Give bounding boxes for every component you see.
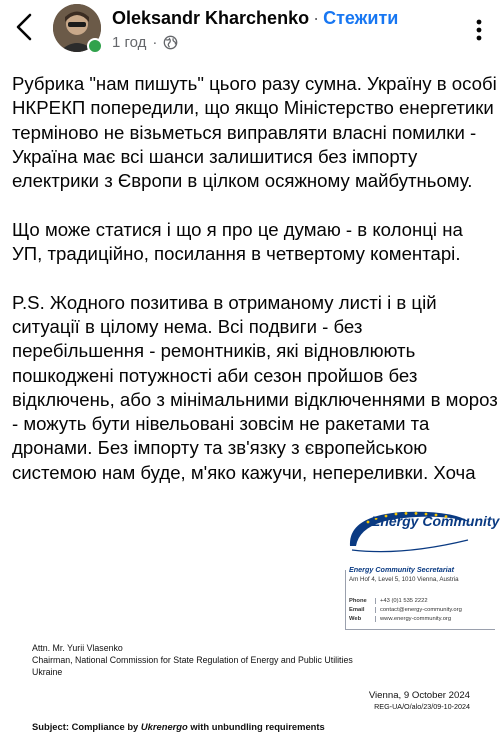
post-paragraph-1: Рубрика "нам пишуть" цього разу сумна. Україну в особі НКРЕКП попередили, що якщо Міністерство енергетики терміново не візьметься виправляти власні помилки - Україна має всі шанси залишитися без імпорту електрики з Європи в цілком осяжному майбутньому. <box>12 73 497 192</box>
letter-reference: REG-UA/O/alo/23/09-10-2024 <box>374 702 470 711</box>
contact-label: Email <box>349 607 365 613</box>
chevron-left-icon <box>12 12 38 42</box>
subject-prefix: Subject: Compliance by <box>32 721 141 732</box>
letter-subject <box>32 721 325 732</box>
post-paragraph-2: Що може статися і що я про це думаю - в колонці на УП, традиційно, посилання в четвертому коментарі. <box>12 218 463 265</box>
secretariat-address: Am Hof 4, Level 5, 1010 Vienna, Austria <box>349 576 459 583</box>
contact-value: contact@energy-community.org <box>375 607 462 613</box>
more-options-button[interactable] <box>465 16 493 44</box>
name-separator: · <box>313 8 320 28</box>
post-body <box>12 72 498 534</box>
author-line <box>112 8 398 29</box>
contact-row-email <box>349 607 462 613</box>
post-header <box>0 0 503 62</box>
attached-letter-image[interactable] <box>0 486 503 744</box>
recipient-country: Ukraine <box>32 667 63 677</box>
online-status-dot <box>87 38 103 54</box>
author-name[interactable]: Oleksandr Kharchenko <box>112 8 310 28</box>
subject-entity: Ukrenergo <box>140 721 188 732</box>
follow-button[interactable]: Стежити <box>323 8 399 28</box>
post-time[interactable]: 1 год <box>112 34 147 51</box>
subject-suffix: with unbundling requirements <box>187 721 325 732</box>
meta-separator: · <box>152 34 158 51</box>
contact-row-phone <box>349 598 428 604</box>
recipient-title: Chairman, National Commission for State Regulation of Energy and Public Utilities <box>32 655 353 665</box>
contact-value: +43 (0)1 535 2222 <box>375 598 428 604</box>
author-avatar[interactable] <box>53 4 101 52</box>
contact-label: Phone <box>349 598 367 604</box>
post-paragraph-3: P.S. Жодного позитива в отриманому листі і в цій ситуації в цілому нема. Всі подвиги - без перебільшення - ремонтників, які відновлюють пошкоджені потужності аби сезон пройшов без відключень, або з мінімальними відключеннями в мороз - можуть бути нівельовані зовсім не ракетами та дронами. Без імпорту та зв'язку з європейською системою нам буде, м'яко кажучи, непереливки. Хоча <box>12 291 498 483</box>
contact-label: Web <box>349 616 362 622</box>
contact-value: www.energy-community.org <box>375 616 451 622</box>
secretariat-title: Energy Community Secretariat <box>349 565 455 574</box>
post-meta <box>112 34 178 51</box>
contact-row-web <box>349 616 451 622</box>
back-button[interactable] <box>12 12 38 42</box>
attn-line: Attn. Mr. Yurii Vlasenko <box>32 643 123 653</box>
more-icon <box>465 16 493 44</box>
letter-date: Vienna, 9 October 2024 <box>368 690 470 701</box>
globe-icon <box>163 35 178 50</box>
logo-text: Energy Community <box>371 513 500 529</box>
